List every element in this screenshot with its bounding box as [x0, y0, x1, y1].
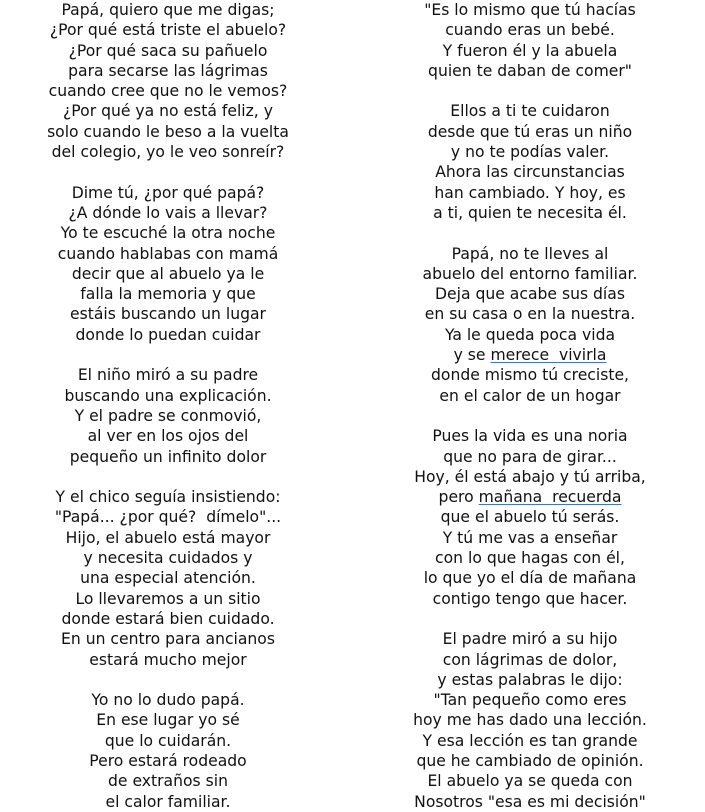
- poem-line: Y esa lección es tan grande: [422, 731, 638, 750]
- poem-line: Y el chico seguía insistiendo:: [55, 488, 281, 507]
- poem-line: y necesita cuidados y: [83, 549, 253, 568]
- poem-line: ¿Por qué está triste el abuelo?: [49, 21, 287, 40]
- poem-line: abuelo del entorno familiar.: [422, 264, 638, 283]
- spellcheck-underline: merece vivirla: [490, 346, 607, 365]
- poem-line: que no para de girar...: [443, 447, 617, 466]
- poem-line: donde lo puedan cuidar: [75, 325, 261, 344]
- poem-line: ¿Por qué ya no está feliz, y: [63, 102, 273, 121]
- poem-column-right: [380, 0, 680, 812]
- poem-line: hoy me has dado una lección.: [413, 711, 647, 730]
- poem-line: Ya le queda poca vida: [444, 325, 616, 344]
- poem-line: El niño miró a su padre: [77, 366, 259, 385]
- poem-line: Y tú me vas a enseñar: [442, 528, 618, 547]
- poem-line: una especial atención.: [80, 569, 256, 588]
- poem-line: y estas palabras le dijo:: [437, 670, 623, 689]
- poem-line: en el calor de un hogar: [439, 386, 621, 405]
- poem-line: "Tan pequeño como eres: [433, 691, 627, 710]
- poem-line: falla la memoria y que: [80, 285, 256, 304]
- poem-line: para secarse las lágrimas: [68, 61, 268, 80]
- poem-line: Papá, quiero que me digas;: [61, 1, 275, 19]
- spellcheck-underline: mañana recuerda: [478, 488, 622, 507]
- stanza: [380, 101, 680, 223]
- stanza: [18, 0, 318, 162]
- poem-line: con lágrimas de dolor,: [442, 650, 618, 669]
- poem-line: de extraños sin: [108, 772, 228, 791]
- poem-line: Y fueron él y la abuela: [442, 41, 618, 60]
- poem-line: solo cuando le beso a la vuelta: [47, 122, 289, 141]
- poem-line: y se merece vivirla: [453, 346, 607, 365]
- stanza: [18, 365, 318, 466]
- poem-line: En ese lugar yo sé: [96, 711, 240, 730]
- poem-line: Deja que acabe sus días: [435, 285, 625, 304]
- stanza: [380, 244, 680, 406]
- poem-line: que he cambiado de opinión.: [416, 751, 644, 770]
- poem-column-left: [18, 0, 318, 812]
- poem-line: cuando cree que no le vemos?: [48, 82, 288, 101]
- stanza: [380, 629, 680, 812]
- poem-line: que lo cuidarán.: [104, 731, 232, 750]
- poem-line: al ver en los ojos del: [87, 427, 249, 446]
- poem-line: quien te daban de comer": [428, 61, 632, 80]
- stanza: [380, 0, 680, 81]
- poem-line: Yo no lo dudo papá.: [91, 691, 245, 710]
- poem-line: ¿A dónde lo vais a llevar?: [68, 203, 268, 222]
- poem-line: Hoy, él está abajo y tú arriba,: [414, 467, 646, 486]
- poem-line: a ti, quien te necesita él.: [433, 203, 627, 222]
- poem-line: Ellos a ti te cuidaron: [450, 102, 610, 121]
- poem-line: decir que al abuelo ya le: [71, 264, 265, 283]
- poem-line: En un centro para ancianos: [61, 630, 275, 649]
- poem-line: El abuelo ya se queda con: [427, 772, 633, 791]
- poem-line: Nosotros "esa es mi decisión": [414, 792, 646, 811]
- poem-line: del colegio, yo le veo sonreír?: [51, 143, 285, 162]
- poem-line: Ahora las circunstancias: [435, 163, 625, 182]
- poem-line: estará mucho mejor: [89, 650, 247, 669]
- poem-line: Yo te escuché la otra noche: [60, 224, 276, 243]
- poem-line: en su casa o en la nuestra.: [424, 305, 636, 324]
- poem-line: pero mañana recuerda: [438, 488, 622, 507]
- poem-line: Pero estará rodeado: [89, 751, 247, 770]
- poem-line: ¿Por qué saca su pañuelo: [68, 41, 268, 60]
- poem-line: donde mismo tú creciste,: [431, 366, 629, 385]
- stanza: [18, 183, 318, 345]
- poem-line: Pues la vida es una noria: [432, 427, 628, 446]
- stanza: [380, 426, 680, 609]
- poem-line: y no te podías valer.: [450, 143, 610, 162]
- poem-line: Y el padre se conmovió,: [74, 406, 262, 425]
- poem-line: con lo que hagas con él,: [435, 549, 625, 568]
- poem-line: El padre miró a su hijo: [442, 630, 618, 649]
- poem-line: cuando hablabas con mamá: [57, 244, 279, 263]
- poem-line: que el abuelo tú serás.: [440, 508, 620, 527]
- stanza: [18, 487, 318, 670]
- poem-line: lo que yo el día de mañana: [423, 569, 637, 588]
- poem-line: contigo tengo que hacer.: [432, 589, 628, 608]
- poem-line: desde que tú eras un niño: [427, 122, 633, 141]
- poem-line: Dime tú, ¿por qué papá?: [71, 183, 265, 202]
- poem-line: cuando eras un bebé.: [445, 21, 615, 40]
- poem-line: pequeño un infinito dolor: [69, 447, 267, 466]
- poem-line: donde estará bien cuidado.: [61, 609, 275, 628]
- poem-line: Hijo, el abuelo está mayor: [65, 528, 271, 547]
- stanza: [18, 690, 318, 812]
- poem-line: estáis buscando un lugar: [70, 305, 266, 324]
- poem-line: el calor familiar.: [105, 792, 231, 811]
- poem-line: "Es lo mismo que tú hacías: [424, 1, 636, 19]
- poem-line: Lo llevaremos a un sitio: [75, 589, 261, 608]
- poem-line: han cambiado. Y hoy, es: [434, 183, 626, 202]
- poem-line: "Papá... ¿por qué? dímelo"...: [54, 508, 282, 527]
- poem-line: Papá, no te lleves al: [451, 244, 609, 263]
- poem-line: buscando una explicación.: [64, 386, 272, 405]
